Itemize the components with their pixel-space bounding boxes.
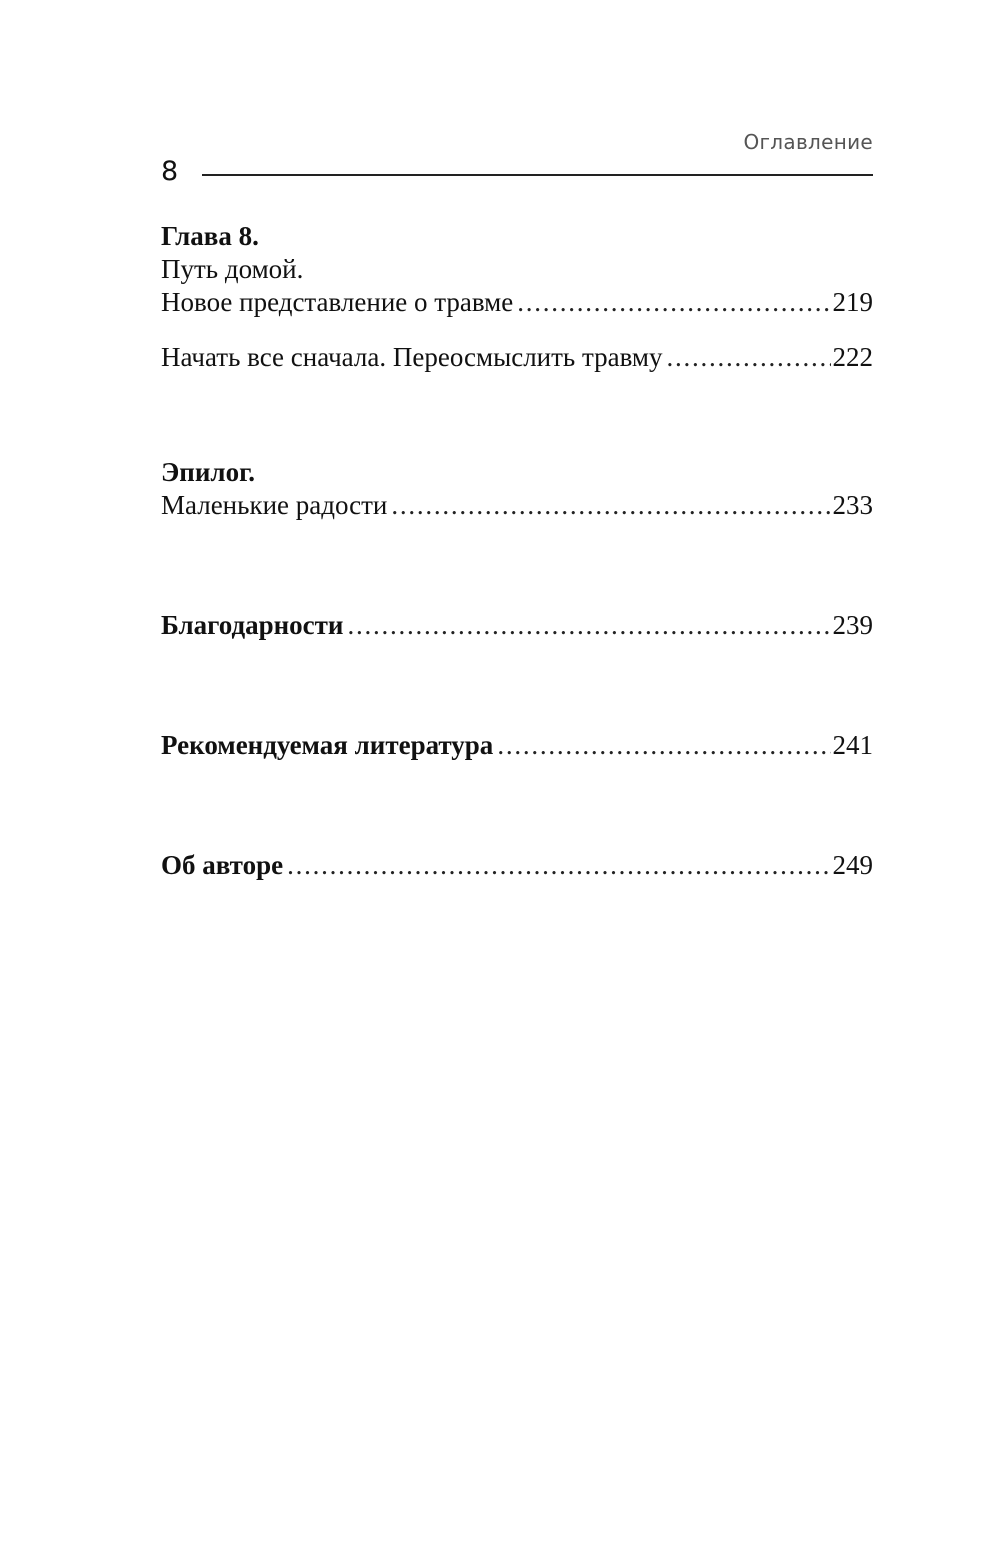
toc-entry-page: 249: [832, 850, 873, 880]
spacer: [161, 374, 873, 456]
toc-entry-title: Об авторе: [161, 850, 284, 880]
toc-entry-title: Новое представление о травме: [161, 287, 514, 317]
toc-entry-title: Рекомендуемая литература: [161, 730, 494, 760]
dot-leader: [283, 849, 830, 882]
dot-leader: [662, 341, 830, 374]
chapter-8-subtitle: Путь домой.: [161, 254, 304, 284]
table-of-contents: [161, 220, 873, 882]
epilogue-label: Эпилог.: [161, 457, 256, 487]
dot-leader: [387, 489, 830, 522]
page-number: 8: [161, 156, 179, 187]
toc-entry-about-author[interactable]: [161, 849, 873, 882]
dot-leader: [493, 729, 830, 762]
spacer: [161, 762, 873, 849]
toc-entry-small-joys[interactable]: [161, 489, 873, 522]
toc-entry-page: 241: [832, 730, 873, 760]
spacer: [161, 319, 873, 341]
toc-entry-page: 239: [832, 610, 873, 640]
toc-entry-recommended-reading[interactable]: [161, 729, 873, 762]
header-rule: [202, 174, 873, 176]
toc-entry-page: 219: [832, 287, 873, 317]
chapter-8-label: Глава 8.: [161, 221, 259, 251]
toc-entry-page: 233: [832, 490, 873, 520]
dot-leader: [344, 609, 831, 642]
toc-entry-acknowledgements[interactable]: [161, 609, 873, 642]
toc-entry-new-view-on-trauma[interactable]: [161, 286, 873, 319]
toc-entry-title: Благодарности: [161, 610, 344, 640]
toc-entry-title: Маленькие радости: [161, 490, 388, 520]
toc-entry-start-over[interactable]: [161, 341, 873, 374]
toc-entry-title: Начать все сначала. Переосмыслить травму: [161, 342, 663, 372]
toc-entry-page: 222: [832, 342, 873, 372]
spacer: [161, 522, 873, 609]
running-head-title: Оглавление: [743, 130, 873, 154]
spacer: [161, 642, 873, 729]
dot-leader: [513, 286, 830, 319]
